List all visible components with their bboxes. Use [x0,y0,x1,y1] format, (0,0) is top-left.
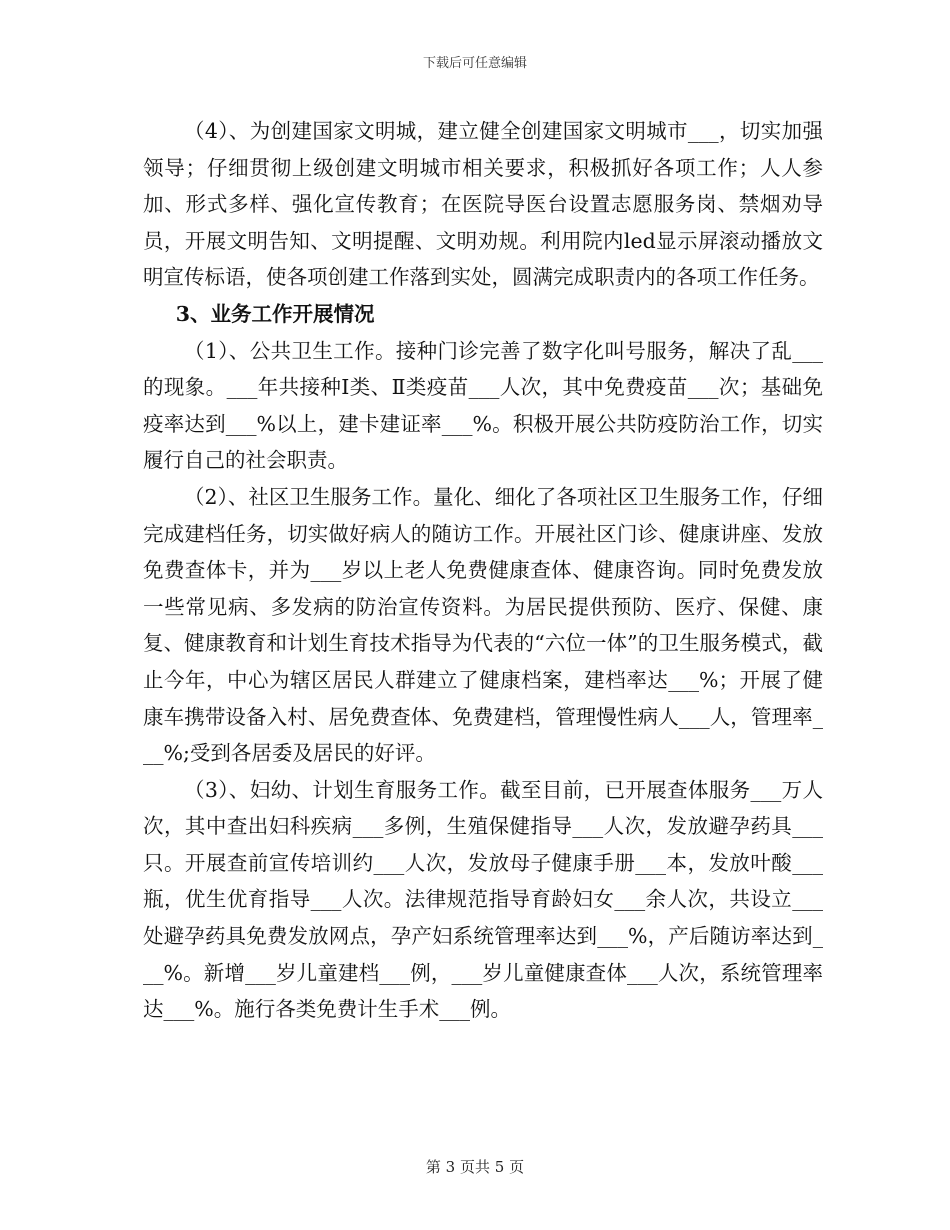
page-footer: 第 3 页共 5 页 [425,1158,525,1176]
page-header: 下载后可任意编辑 [422,56,527,71]
paragraph-community-health: （2）、社区卫生服务工作。量化、细化了各项社区卫生服务工作，仔细完成建档任务，切实做好病人的随访工作。开展社区门诊、健康讲座、发放免费查体卡，并为___岁以上老人免费健康查体、健康咨询。同时免费发放一些常见病、多发病的防治宣传资料。为居民提供预防、医疗、保健、康复、健康教育和计划生育技术指导为代表的“六位一体”的卫生服务模式，截止今年，中心为辖区居民人群建立了健康档案，建档率达___%；开展了健康车携带设备入村、居免费查体、免费建档，管理慢性病人___人，管理率___%;受到各居委及居民的好评。 [143,484,823,766]
paragraph-public-health: （1）、公共卫生工作。接种门诊完善了数字化叫号服务，解决了乱___的现象。___年共接种Ⅰ类、Ⅱ类疫苗___人次，其中免费疫苗___次；基础免疫率达到___%以上，建卡建证率___%。积极开展公共防疫防治工作，切实履行自己的社会职责。 [143,338,823,473]
paragraph-civilized-city: （4）、为创建国家文明城，建立健全创建国家文明城市___，切实加强领导；仔细贯彻上级创建文明城市相关要求，积极抓好各项工作；人人参加、形式多样、强化宣传教育；在医院导医台设置志愿服务岗、禁烟劝导员，开展文明告知、文明提醒、文明劝规。利用院内led显示屏滚动播放文明宣传标语，使各项创建工作落到实处，圆满完成职责内的各项工作任务。 [143,119,823,290]
section-heading: 3、业务工作开展情况 [175,301,375,326]
document-body [143,113,823,1028]
paragraph-maternal-child: （3）、妇幼、计划生育服务工作。截至目前，已开展查体服务___万人次，其中查出妇科疾病___多例，生殖保健指导___人次，发放避孕药具___只。开展查前宣传培训约___人次，发放母子健康手册___本，发放叶酸___瓶，优生优育指导___人次。法律规范指导育龄妇女___余人次，共设立___处避孕药具免费发放网点，孕产妇系统管理率达到___%，产后随访率达到___%。新增___岁儿童建档___例，___岁儿童健康查体___人次，系统管理率达___%。施行各类免费计生手术___例。 [143,777,823,1022]
